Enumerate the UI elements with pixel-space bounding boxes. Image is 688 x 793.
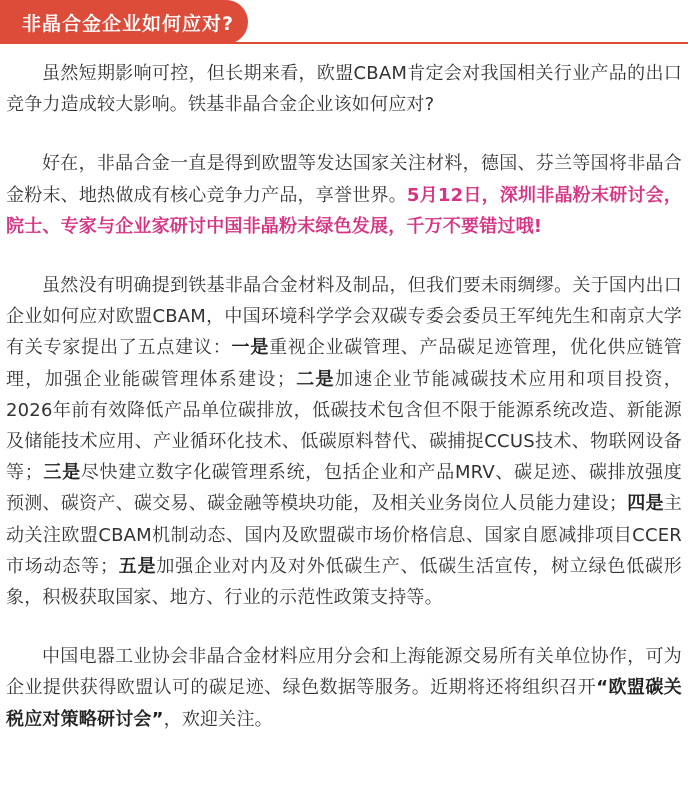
article-body: [6, 58, 682, 763]
header-banner: [0, 0, 248, 44]
suggestion-3-text: 尽快建立数字化碳管理系统，包括企业和产品MRV、碳足迹、碳排放强度预测、碳资产、碳交易、碳金融等模块功能，及相关业务岗位人员能力建设；: [6, 462, 682, 515]
paragraph-1: [6, 58, 682, 120]
paragraph-2-text: 好在，非晶合金一直是得到欧盟等发达国家关注材料，德国、芬兰等国将非晶合金粉末、地热做成有核心竞争力产品，享誉世界。: [6, 153, 682, 206]
section-title: 非晶合金企业如何应对?: [22, 12, 235, 35]
paragraph-2: [6, 148, 682, 242]
suggestion-2-label: 二是: [295, 368, 335, 390]
paragraph-4-text: 中国电器工业协会非晶合金材料应用分会和上海能源交易所有关单位协作，可为企业提供获得欧盟认可的碳足迹、绿色数据等服务。近期将还将组织召开: [6, 646, 682, 699]
event-highlight: 5月12日，深圳非晶粉末研讨会，院士、专家与企业家研讨中国非晶粉末绿色发展，千万不要错过哦!: [6, 184, 682, 237]
paragraph-4: [6, 641, 682, 735]
suggestion-4-label: 四是: [627, 493, 664, 515]
section-header: [0, 0, 688, 50]
paragraph-3-intro: 虽然没有明确提到铁基非晶合金材料及制品，但我们要未雨绸缪。关于国内出口企业如何应对欧盟CBAM，中国环境科学学会双碳专委会委员王军纯先生和南京大学有关专家提出了五点建议：: [6, 275, 682, 359]
suggestion-5-text: 加强企业对内及对外低碳生产、低碳生活宣传，树立绿色低碳形象，积极获取国家、地方、行业的示范性政策支持等。: [6, 555, 682, 609]
suggestion-2-text: 加速企业节能减碳技术应用和项目投资，2026年前有效降低产品单位碳排放，低碳技术包含但不限于能源系统改造、新能源及储能技术应用、产业循环化技术、低碳原料替代、碳捕捉CCUS技术、物联网设备等；: [6, 368, 682, 484]
suggestion-3-label: 三是: [42, 462, 81, 484]
paragraph-3: [6, 270, 682, 613]
suggestion-4-text: 主动关注欧盟CBAM机制动态、国内及欧盟碳市场价格信息、国家自愿减排项目CCER市场动态等；: [6, 493, 683, 577]
suggestion-1-label: 一是: [231, 337, 270, 359]
seminar-title: “欧盟碳关税应对策略研讨会”: [6, 677, 682, 730]
suggestion-1-text: 重视企业碳管理、产品碳足迹管理，优化供应链管理，加强企业能碳管理体系建设；: [6, 337, 682, 390]
paragraph-4-end: ，欢迎关注。: [163, 708, 273, 730]
paragraph-1-text: 虽然短期影响可控，但长期来看，欧盟CBAM肯定会对我国相关行业产品的出口竞争力造成较大影响。铁基非晶合金企业该如何应对?: [6, 63, 682, 116]
suggestion-5-label: 五是: [118, 555, 157, 577]
